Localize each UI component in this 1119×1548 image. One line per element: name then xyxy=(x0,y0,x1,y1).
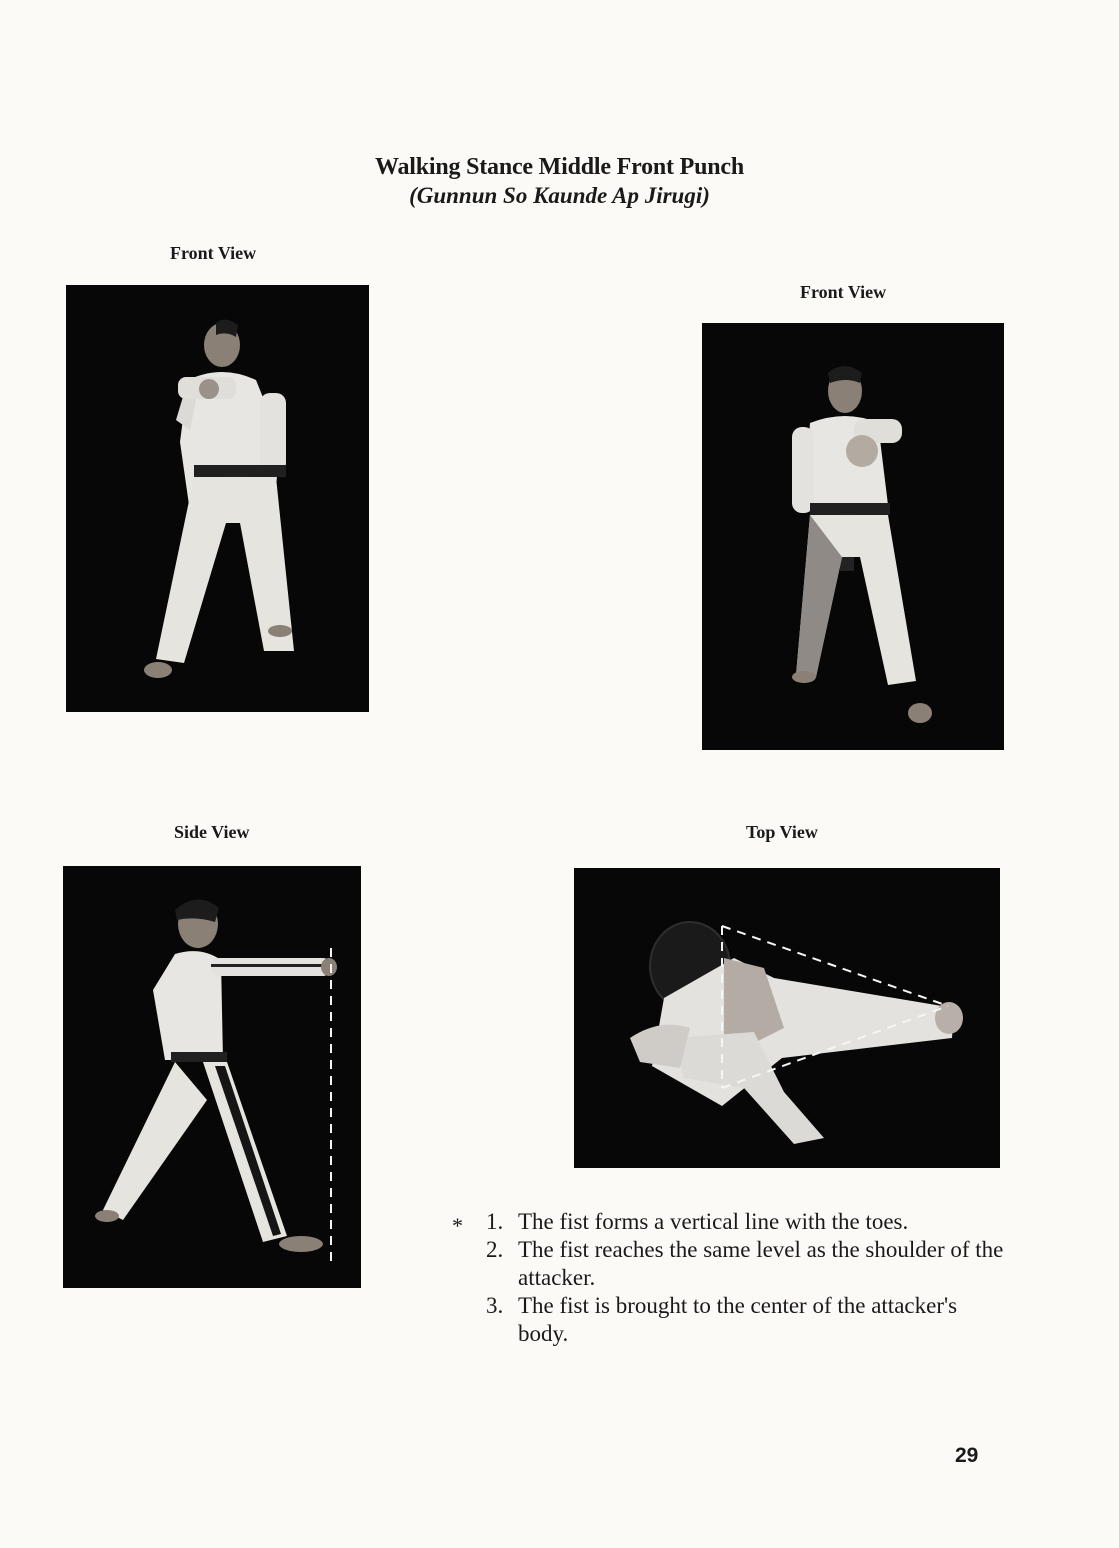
note-text: The fist forms a vertical line with the toes. xyxy=(518,1209,909,1234)
figure-top xyxy=(574,868,1000,1168)
figure-front-right xyxy=(702,323,1004,750)
list-item xyxy=(452,1208,1012,1236)
photo-caption-front-left: Front View xyxy=(170,243,257,263)
photo-side-view xyxy=(63,866,361,1288)
photo-front-view-left xyxy=(66,285,369,712)
page-number: 29 xyxy=(955,1444,979,1467)
note-marker: * xyxy=(452,1213,463,1238)
page-title: Walking Stance Middle Front Punch xyxy=(374,154,744,180)
page-subtitle: (Gunnun So Kaunde Ap Jirugi) xyxy=(409,183,710,208)
list-item xyxy=(452,1292,1012,1348)
note-number: 1. xyxy=(486,1209,504,1234)
note-number: 2. xyxy=(486,1237,504,1262)
photo-caption-front-right: Front View xyxy=(800,282,887,302)
note-text: The fist is brought to the center of the attacker's body. xyxy=(518,1293,958,1346)
list-item xyxy=(452,1236,1012,1292)
note-number: 3. xyxy=(486,1293,504,1318)
photo-caption-side: Side View xyxy=(174,822,250,842)
title-block xyxy=(0,154,1119,209)
figure-front-left xyxy=(66,285,369,712)
figure-side xyxy=(63,866,361,1288)
photo-front-view-right xyxy=(702,323,1004,750)
note-text: The fist reaches the same level as the shoulder of the attacker. xyxy=(518,1237,1004,1290)
photo-caption-top: Top View xyxy=(746,822,818,842)
notes-list xyxy=(452,1208,1012,1348)
photo-top-view xyxy=(574,868,1000,1168)
